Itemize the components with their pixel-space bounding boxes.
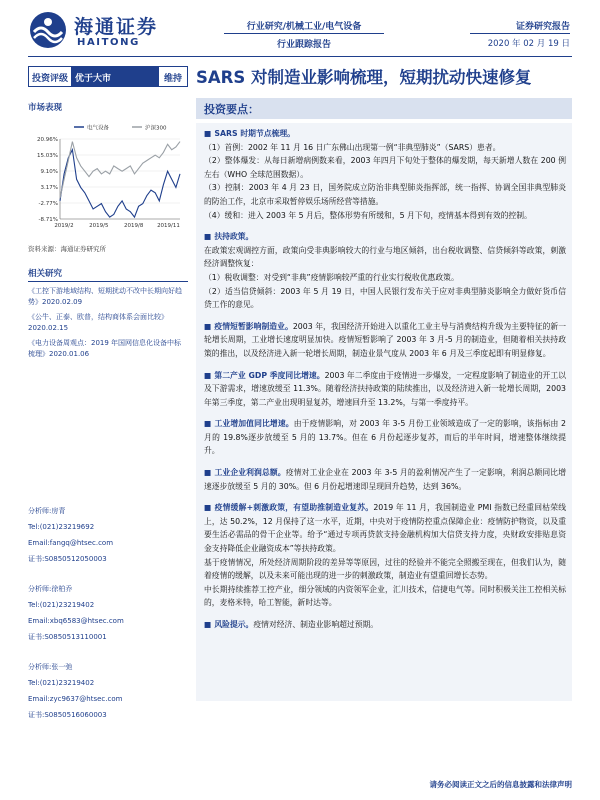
- paragraph-line: 在政策宏观调控方面，政策向受非典影响较大的行业与地区倾斜，出台税收调整、信贷倾斜等政策，刺激经济调整恢复：: [204, 245, 566, 269]
- analyst-info-line: 分析师:徐柏乔: [28, 585, 73, 593]
- square-bullet-icon: ■: [204, 321, 212, 331]
- square-bullet-icon: ■: [204, 468, 212, 478]
- paragraph-line: 疫情对经济、制造业影响超过预期。: [253, 620, 379, 629]
- paragraph-lead: 工业增加值同比增速。: [214, 419, 294, 429]
- paragraph-line: （3）控制：2003 年 4 月 23 日，国务院成立防治非典型肺炎指挥部，统一指挥、协调全国非典型肺炎的防治工作，北京市采取暂停娱乐场所经营等措施。: [204, 183, 566, 206]
- square-bullet-icon: ■: [204, 419, 212, 429]
- square-bullet-icon: ■: [204, 232, 212, 242]
- paragraph-line: 由于疫情影响，对 2003 年 3-5 月份工业领域造成了一定的影响，该指标由 2 月的 19.8%逐步放缓至 5 月的 13.7%。但在 6 月份起逐步复苏，而后的半年时间，增速整体继续提升。: [204, 419, 566, 456]
- page-header: [0, 0, 600, 58]
- paragraph-line: 基于疫情情况，所处经济周期阶段的差异等等原因，过往的经验并不能完全照搬至现在，但我们认为，随着疫情的缓解，以及未来可能出现的进一步的刺激政策，制造业有望重回增长态势。: [204, 557, 566, 581]
- analyst-info-line: 分析师:张一弛: [28, 663, 73, 671]
- investment-rating: [28, 66, 188, 87]
- header-rule: [28, 56, 572, 57]
- key-point-paragraph: [204, 320, 566, 361]
- key-point-paragraph: [204, 369, 566, 410]
- key-point-paragraph: [204, 417, 566, 458]
- analyst-list: [28, 503, 188, 723]
- related-research-item[interactable]: 《电力设备周观点：2019 年国网信息化设备中标梳理》2020.01.06: [28, 339, 182, 358]
- analyst-info-line: 证书:S0850512050003: [28, 555, 107, 563]
- key-point-paragraph: [204, 466, 566, 493]
- paragraph-line: （2）整体爆发：从每日新增病例数来看，2003 年四月下旬处于整体的爆发期，每天新增人数在 200 例左右（WHO 全球范围数据）。: [204, 156, 566, 179]
- square-bullet-icon: ■: [204, 620, 212, 629]
- paragraph-lead: 扶持政策。: [214, 232, 254, 242]
- related-research-item[interactable]: 《公牛、正泰、欧普，结构商体系会面比较》2020.02.15: [28, 313, 168, 332]
- analyst-info-line: Email:fangq@htsec.com: [28, 539, 114, 547]
- analyst-info-line: Tel:(021)23219402: [28, 679, 95, 687]
- rating-maintain: 维持: [163, 74, 182, 84]
- related-research-item[interactable]: 《工控下游地域结构、短期扰动不改中长期向好趋势》2020.02.09: [28, 287, 182, 306]
- key-point-paragraph: [204, 618, 566, 632]
- rating-value: 优于大市: [71, 67, 159, 86]
- disclaimer-footer: 请务必阅读正文之后的信息披露和法律声明: [429, 780, 572, 789]
- chart-source: 资料来源：海通证券研究所: [28, 245, 106, 253]
- report-title: SARS 对制造业影响梳理，短期扰动快速修复: [196, 68, 532, 87]
- key-point-paragraph: [204, 127, 566, 222]
- x-tick-label: 2019/5: [89, 223, 109, 229]
- key-point-paragraph: [204, 230, 566, 312]
- legend-label: 沪深300: [145, 125, 167, 132]
- related-research-list: [28, 286, 188, 360]
- report-type: 行业跟踪报告: [276, 40, 331, 50]
- analyst-info-line: 分析师:房青: [28, 507, 66, 515]
- key-points-body: [196, 123, 572, 701]
- x-tick-label: 2019/11: [157, 223, 180, 229]
- x-tick-label: 2019/8: [123, 223, 144, 229]
- y-tick-label: 3.17%: [40, 185, 58, 191]
- main-content: [196, 66, 572, 701]
- paragraph-line: 疫情对工业企业在 2003 年 3-5 月的盈利情况产生了一定影响，利润总额同比增速逐步放缓至 5 月的 30%。但 6 月份起增速即呈现回升趋势，达到 36%。: [204, 468, 566, 491]
- logo-chinese-name: 海通证券: [74, 16, 159, 38]
- y-tick-label: 20.96%: [37, 137, 58, 143]
- report-category: 行业研究/机械工业/电气设备: [246, 22, 362, 32]
- paragraph-line: 2003 年二季度由于疫情进一步爆发，一定程度影响了制造业的开工以及下游需求，增速放缓至 11.3%。随着经济扶持政策的陆续推出，以及经济进入新一轮增长周期，2003 年第三季度，第二产业出现明显复苏，增速回升至 13.2%，与第一季度持平。: [204, 370, 566, 407]
- y-tick-label: 15.03%: [37, 153, 58, 159]
- analyst-info-line: 证书:S0850513110001: [28, 633, 107, 641]
- company-logo: [28, 10, 178, 54]
- logo-english-name: HAITONG: [77, 37, 140, 48]
- sidebar: [28, 66, 188, 360]
- analyst-info-line: 证书:S0850516060003: [28, 711, 107, 719]
- header-divider: [224, 33, 384, 34]
- key-points-title: 投资要点：: [196, 98, 572, 119]
- header-divider-right: [470, 33, 570, 34]
- market-chart: [28, 121, 188, 240]
- analyst-info-line: Tel:(021)23219402: [28, 601, 95, 609]
- haitong-logo-icon: [28, 10, 68, 50]
- paragraph-line: 2019 年 11 月，我国制造业 PMI 指数已经重回枯荣线上，达 50.2%，12 月保持了这一水平，近期，中央对于疫情防控重点保障企业：疫情防护物资，以及重要生活必需品的骨干企业等。给予“通过专项再贷款支持金融机构加大信贷支持力度，央财政安排贴息资金支持降低企业融资成本”等扶持政策。: [204, 503, 566, 554]
- report-label: 证券研究报告: [515, 22, 570, 32]
- analyst-info-line: Email:xbq6583@htsec.com: [28, 617, 124, 625]
- market-chart-svg: [28, 121, 188, 236]
- market-performance-title: 市场表现: [28, 103, 63, 113]
- paragraph-lead: 第二产业 GDP 季度同比增速。: [214, 370, 325, 380]
- paragraph-lead: 工业企业利润总额。: [214, 468, 286, 478]
- square-bullet-icon: ■: [204, 503, 212, 513]
- legend-label: 电气设备: [87, 125, 110, 132]
- square-bullet-icon: ■: [204, 370, 212, 380]
- paragraph-line: （2）适当信贷倾斜：2003 年 5 月 19 日，中国人民银行发布关于应对非典型肺炎影响全力做好货币信贷工作的意见。: [204, 286, 566, 310]
- paragraph-lead: SARS 时期节点梳理。: [214, 129, 295, 138]
- paragraph-line: （1）税收调整：对受到“非典”疫情影响较严重的行业实行税收优惠政策。: [204, 272, 459, 282]
- analyst-info-line: Email:zyc9637@htsec.com: [28, 695, 123, 703]
- key-point-paragraph: [204, 501, 566, 610]
- y-tick-label: -8.71%: [38, 217, 58, 223]
- paragraph-lead: 疫情短暂影响制造业。: [214, 321, 293, 331]
- paragraph-lead: 疫情缓解+刺激政策，有望助推制造业复苏。: [214, 503, 374, 513]
- y-tick-label: 9.10%: [40, 169, 58, 175]
- related-research-title: 相关研究: [28, 269, 63, 279]
- rating-label: 投资评级: [29, 67, 71, 86]
- paragraph-lead: 风险提示。: [214, 620, 254, 629]
- paragraph-line: 中长期持续推荐工控产业，细分领域的内资领军企业，汇川技术，信捷电气等。同时积极关注工控相关标的，麦格米特，哈工智能，新时达等。: [204, 584, 566, 608]
- paragraph-line: （1）首例：2002 年 11 月 16 日广东佛山出现第一例“非典型肺炎”（SARS）患者。: [204, 142, 501, 152]
- y-tick-label: -2.77%: [38, 201, 58, 207]
- related-divider: [28, 281, 188, 282]
- paragraph-line: （4）缓和：进入 2003 年 5 月后，整体形势有所缓和，5 月下旬，疫情基本得到有效的控制。: [204, 210, 532, 220]
- report-date: 2020 年 02 月 19 日: [487, 39, 570, 49]
- square-bullet-icon: ■: [204, 129, 212, 138]
- paragraph-line: 2003 年，我国经济开始进入以重化工业主导与消费结构升级为主要特征的新一轮增长周期，工业增长速度明显加快。疫情短暂影响了 2003 年 3 月-5 月的制造业，但随着相关扶持政策的推出，以及经济进入新一轮增长周期，制造业景气度从 2003 年 6 月及三季度起即有明显修复。: [204, 321, 567, 358]
- x-tick-label: 2019/2: [54, 223, 74, 229]
- analyst-info-line: Tel:(021)23219692: [28, 523, 95, 531]
